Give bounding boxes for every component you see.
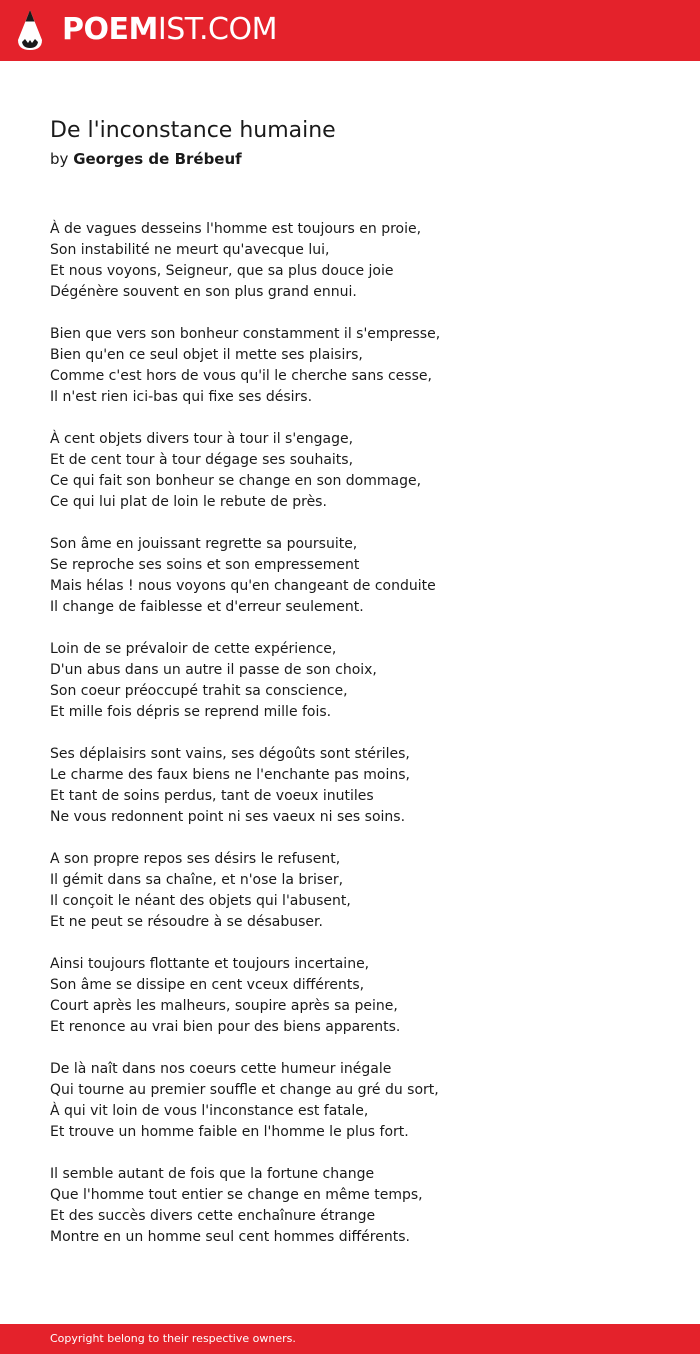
logo-light-text: IST.COM <box>157 12 277 47</box>
poem-line: Et des succès divers cette enchaînure étrange <box>50 1208 376 1224</box>
poem-line: Loin de se prévaloir de cette expérience, <box>50 641 337 657</box>
poem-line: Et ne peut se résoudre à se désabuser. <box>50 914 323 930</box>
site-logo[interactable] <box>62 11 277 49</box>
poem-line: Comme c'est hors de vous qu'il le cherche sans cesse, <box>50 368 432 384</box>
poem-line: A son propre repos ses désirs le refusent, <box>50 851 341 867</box>
poem-line: Et tant de soins perdus, tant de voeux inutiles <box>50 788 374 804</box>
stanza <box>50 534 670 618</box>
pencil-icon[interactable] <box>17 9 43 51</box>
poem-line: Et de cent tour à tour dégage ses souhaits, <box>50 452 354 468</box>
poem-line: Dégénère souvent en son plus grand ennui. <box>50 284 357 300</box>
poem-line: Se reproche ses soins et son empressement <box>50 557 360 573</box>
poem-line: Son instabilité ne meurt qu'avecque lui, <box>50 242 330 258</box>
poem-line: À de vagues desseins l'homme est toujours en proie, <box>50 221 422 237</box>
poem-line: À qui vit loin de vous l'inconstance est fatale, <box>50 1103 369 1119</box>
poem-line: Il gémit dans sa chaîne, et n'ose la briser, <box>50 872 344 888</box>
poem-line: À cent objets divers tour à tour il s'engage, <box>50 431 354 447</box>
poem-line: Et renonce au vrai bien pour des biens apparents. <box>50 1019 401 1035</box>
poem-line: Son âme se dissipe en cent vceux différents, <box>50 977 365 993</box>
poem-line: Ses déplaisirs sont vains, ses dégoûts sont stériles, <box>50 746 410 762</box>
poem-line: Et nous voyons, Seigneur, que sa plus douce joie <box>50 263 394 279</box>
poem-line: Et trouve un homme faible en l'homme le plus fort. <box>50 1124 409 1140</box>
poem-line: Montre en un homme seul cent hommes différents. <box>50 1229 410 1245</box>
by-label: by <box>50 150 69 168</box>
poem-line: Ne vous redonnent point ni ses vaeux ni ses soins. <box>50 809 406 825</box>
poem-line: Court après les malheurs, soupire après sa peine, <box>50 998 398 1014</box>
stanza <box>50 744 670 828</box>
stanza <box>50 429 670 513</box>
poem-line: Ainsi toujours flottante et toujours incertaine, <box>50 956 370 972</box>
stanza <box>50 1059 670 1143</box>
poem-line: Son coeur préoccupé trahit sa conscience, <box>50 683 348 699</box>
poem-line: Bien que vers son bonheur constamment il s'empresse, <box>50 326 441 342</box>
byline <box>50 149 242 169</box>
poem-line: Mais hélas ! nous voyons qu'en changeant de conduite <box>50 578 436 594</box>
author-name: Georges de Brébeuf <box>73 150 242 168</box>
stanza <box>50 954 670 1038</box>
stanza <box>50 1164 670 1248</box>
poem-line: Que l'homme tout entier se change en même temps, <box>50 1187 423 1203</box>
stanza <box>50 639 670 723</box>
poem-line: Ce qui fait son bonheur se change en son dommage, <box>50 473 422 489</box>
poem-line: Bien qu'en ce seul objet il mette ses plaisirs, <box>50 347 363 363</box>
poem-line: Qui tourne au premier souffle et change au gré du sort, <box>50 1082 439 1098</box>
poem-line: Son âme en jouissant regrette sa poursuite, <box>50 536 358 552</box>
stanza <box>50 849 670 933</box>
poem-title: De l'inconstance humaine <box>50 118 336 143</box>
site-header <box>0 0 700 61</box>
poem-line: Le charme des faux biens ne l'enchante pas moins, <box>50 767 411 783</box>
poem-line: Et mille fois dépris se reprend mille fois. <box>50 704 332 720</box>
site-footer <box>0 1324 700 1354</box>
poem-line: D'un abus dans un autre il passe de son choix, <box>50 662 377 678</box>
poem-line: De là naît dans nos coeurs cette humeur inégale <box>50 1061 392 1077</box>
stanza <box>50 324 670 408</box>
logo-bold-text: POEM <box>62 12 158 47</box>
poem-line: Il conçoit le néant des objets qui l'abusent, <box>50 893 351 909</box>
poem-line: Il semble autant de fois que la fortune change <box>50 1166 375 1182</box>
copyright-text: Copyright belong to their respective owners. <box>50 1332 296 1345</box>
poem-line: Ce qui lui plat de loin le rebute de près. <box>50 494 327 510</box>
poem-line: Il n'est rien ici-bas qui fixe ses désirs. <box>50 389 313 405</box>
stanza <box>50 219 670 303</box>
poem-line: Il change de faiblesse et d'erreur seulement. <box>50 599 364 615</box>
poem-body <box>50 219 670 1269</box>
